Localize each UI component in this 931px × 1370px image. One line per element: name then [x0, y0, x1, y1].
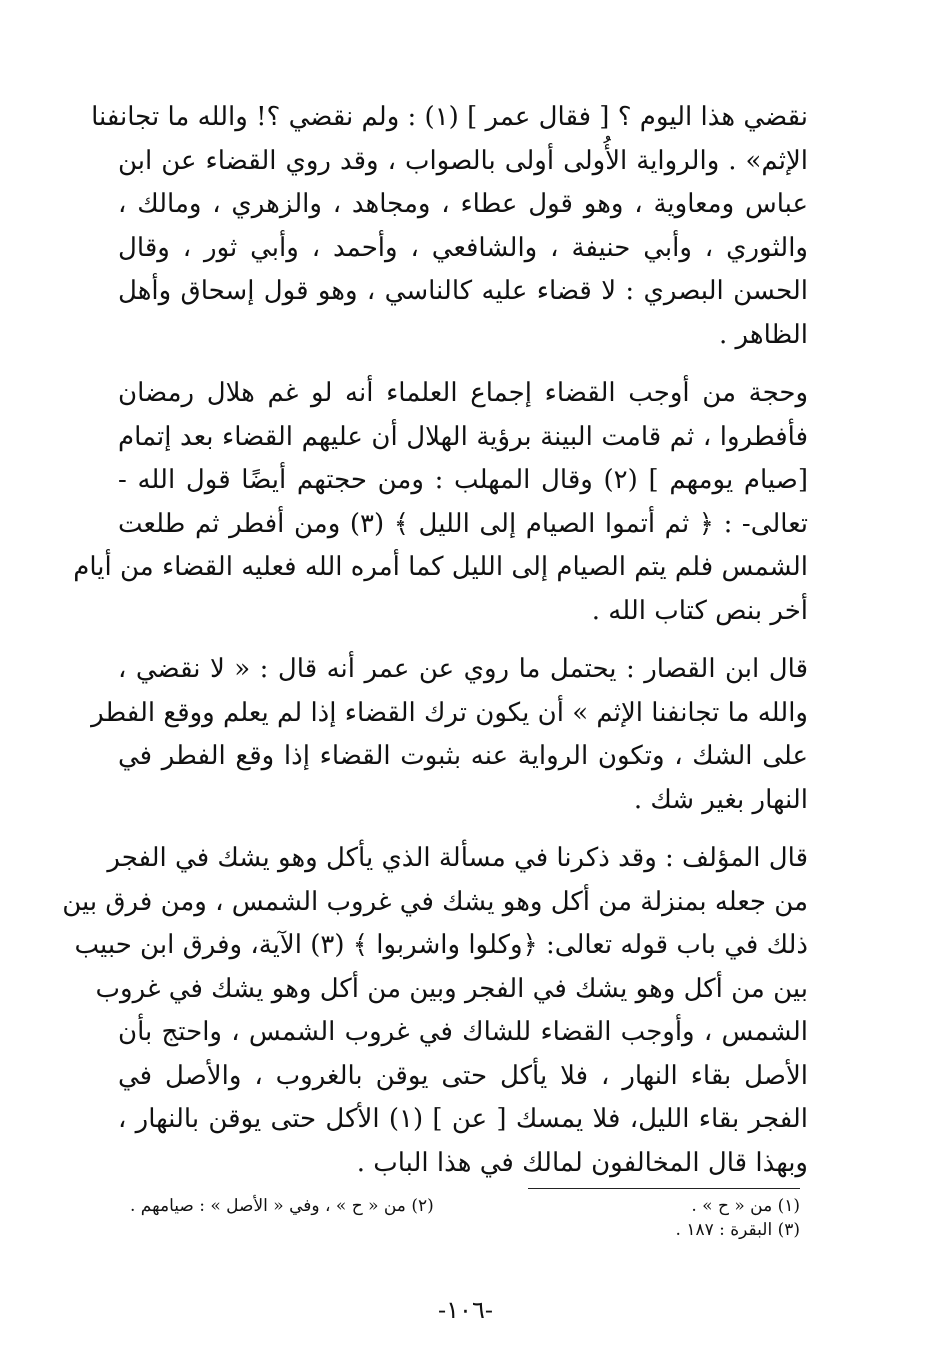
footnote-row [130, 1193, 800, 1219]
text-line: قال ابن القصار : يحتمل ما روي عن عمر أنه قال : « لا نقضي ، [118, 654, 808, 684]
text-line: من جعله بمنزلة من أكل وهو يشك في غروب الشمس ، ومن فرق بين [62, 886, 808, 917]
text-line: الظاهر . [719, 319, 808, 350]
paragraph-2 [73, 372, 809, 633]
page-body [62, 96, 809, 1200]
footnote-1: (١) من « ح » . [691, 1196, 800, 1216]
text-line: تعالى- : ﴿ ثم أتموا الصيام إلى الليل ﴾ (٣) ومن أفطر ثم طلعت [118, 508, 809, 539]
text-line: الفجر بقاء الليل، فلا يمسك [ عن ] (١) الأكل حتى يوقن بالنهار ، [118, 1104, 808, 1134]
text-line: الشمس ، وأوجب القضاء للشاك في غروب الشمس ، واحتج بأن [118, 1017, 808, 1047]
text-line: والله ما تجانفنا الإثم » أن يكون ترك القضاء إذا لم يعلم ووقع الفطر [91, 697, 808, 728]
text-line: النهار بغير شك . [633, 784, 808, 815]
text-line: قال المؤلف : وقد ذكرنا في مسألة الذي يأكل وهو يشك في الفجر [107, 843, 808, 873]
text-line: الحسن البصري : لا قضاء عليه كالناسي ، وهو قول إسحاق وأهل [118, 276, 808, 306]
text-line: عباس ومعاوية ، وهو قول عطاء ، ومجاهد ، والزهري ، ومالك ، [118, 189, 808, 219]
text-line: وبهذا قال المخالفون لمالك في هذا الباب . [356, 1147, 808, 1178]
paragraph-3 [91, 648, 808, 822]
text-line: فأفطروا ، ثم قامت البينة برؤية الهلال أن عليهم القضاء بعد إتمام [118, 421, 808, 452]
paragraph-1 [91, 96, 808, 357]
text-line: على الشك ، وتكون الرواية عنه بثبوت القضاء إذا وقع الفطر في [118, 741, 808, 771]
text-line: الإثم» . والرواية الأُولى أولى بالصواب ، وقد روي القضاء عن ابن [118, 145, 808, 176]
text-line: وحجة من أوجب القضاء إجماع العلماء أنه لو غم هلال رمضان [118, 378, 808, 408]
text-line: بين من أكل وهو يشك في الفجر وبين من أكل وهو يشك في غروب [95, 973, 808, 1004]
footnote-divider [528, 1188, 800, 1189]
text-line: والثوري ، وأبي حنيفة ، والشافعي ، وأحمد ، وأبي ثور ، وقال [118, 232, 808, 263]
text-line: الأصل بقاء النهار ، فلا يأكل حتى يوقن بالغروب ، والأصل في [118, 1060, 808, 1091]
text-line: الشمس فلم يتم الصيام إلى الليل كما أمره الله فعليه القضاء من أيام [73, 552, 808, 582]
paragraph-4 [62, 837, 808, 1185]
text-line: ذلك في باب قوله تعالى: ﴿وكلوا واشربوا ﴾ (٣) الآية، وفرق ابن حبيب [74, 930, 808, 960]
text-line: أخر بنص كتاب الله . [591, 595, 808, 626]
page-number: -١٠٦- [438, 1296, 493, 1324]
text-line: [صيام يومهم ] (٢) وقال المهلب : ومن حجتهم أيضًا قول الله - [118, 465, 808, 495]
footnotes [130, 1188, 800, 1241]
text-line: نقضي هذا اليوم ؟ [ فقال عمر ] (١) : ولم نقضي ؟! والله ما تجانفنا [91, 102, 808, 132]
footnote-3: (٣) البقرة : ١٨٧ . [675, 1220, 800, 1240]
footnote-2: (٢) من « ح » ، وفي « الأصل » : صيامهم . [130, 1196, 434, 1216]
